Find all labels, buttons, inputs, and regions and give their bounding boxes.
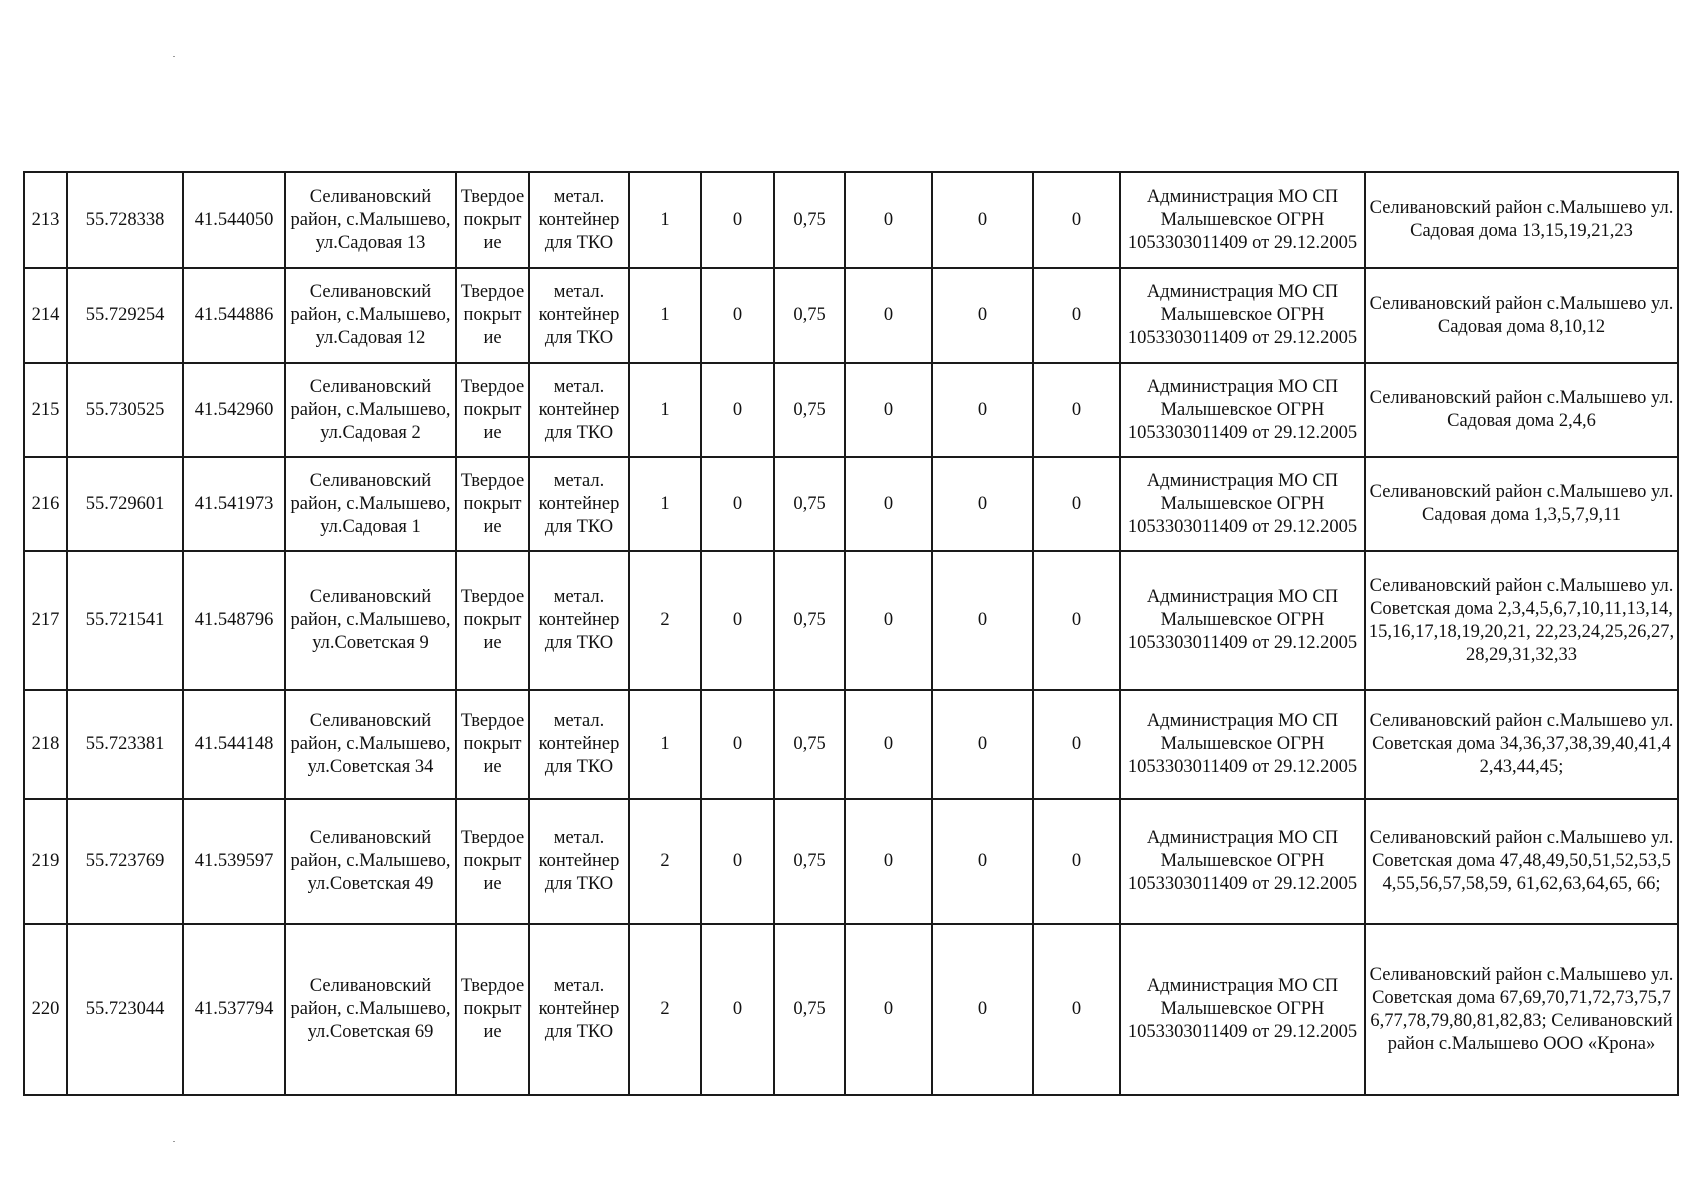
- scan-speck: [173, 56, 175, 57]
- container-type-cell: метал. контейнер для ТКО: [529, 457, 629, 551]
- bunker-count-cell: 0: [845, 690, 932, 799]
- owner-cell: Администрация МО СП Малышевское ОГРН 1053303011409 от 29.12.2005: [1120, 799, 1365, 924]
- bunker-count-cell: 0: [845, 172, 932, 268]
- container-count-cell: 1: [629, 363, 701, 457]
- bunker-volume-cell: 0: [1033, 690, 1120, 799]
- surface-type-cell: Твердое покрытие: [456, 172, 529, 268]
- waste-sources-cell: Селивановский район с.Малышево ул.Садовая дома 13,15,19,21,23: [1365, 172, 1678, 268]
- latitude-cell: 55.723381: [67, 690, 183, 799]
- location-address-cell: Селивановский район, с.Малышево, ул.Советская 34: [285, 690, 456, 799]
- site-number: 217: [24, 551, 67, 690]
- surface-type-cell: Твердое покрытие: [456, 799, 529, 924]
- latitude-cell: 55.728338: [67, 172, 183, 268]
- scan-speck: [173, 1141, 175, 1142]
- planned-bunker-count-cell: 0: [932, 690, 1033, 799]
- waste-sources-cell: Селивановский район с.Малышево ул.Советская дома 2,3,4,5,6,7,10,11,13,14,15,16,17,18,19,20,21, 22,23,24,25,26,27,28,29,31,32,33: [1365, 551, 1678, 690]
- table-row: [24, 268, 1678, 363]
- waste-sources-cell: Селивановский район с.Малышево ул.Советская дома 34,36,37,38,39,40,41,42,43,44,45;: [1365, 690, 1678, 799]
- location-address-cell: Селивановский район, с.Малышево, ул.Советская 9: [285, 551, 456, 690]
- location-address-cell: Селивановский район, с.Малышево, ул.Садовая 1: [285, 457, 456, 551]
- surface-type-cell: Твердое покрытие: [456, 690, 529, 799]
- container-count-cell: 2: [629, 551, 701, 690]
- owner-cell: Администрация МО СП Малышевское ОГРН 1053303011409 от 29.12.2005: [1120, 172, 1365, 268]
- owner-cell: Администрация МО СП Малышевское ОГРН 1053303011409 от 29.12.2005: [1120, 690, 1365, 799]
- site-number: 216: [24, 457, 67, 551]
- bunker-count-cell: 0: [845, 363, 932, 457]
- site-number: 213: [24, 172, 67, 268]
- bunker-volume-cell: 0: [1033, 172, 1120, 268]
- latitude-cell: 55.730525: [67, 363, 183, 457]
- surface-type-cell: Твердое покрытие: [456, 551, 529, 690]
- waste-site-registry-table: [23, 171, 1679, 1096]
- planned-bunker-count-cell: 0: [932, 363, 1033, 457]
- bunker-volume-cell: 0: [1033, 924, 1120, 1095]
- table-body: [24, 172, 1678, 1095]
- longitude-cell: 41.539597: [183, 799, 285, 924]
- owner-cell: Администрация МО СП Малышевское ОГРН 1053303011409 от 29.12.2005: [1120, 268, 1365, 363]
- owner-cell: Администрация МО СП Малышевское ОГРН 1053303011409 от 29.12.2005: [1120, 457, 1365, 551]
- planned-container-count-cell: 0: [701, 457, 774, 551]
- location-address-cell: Селивановский район, с.Малышево, ул.Садовая 2: [285, 363, 456, 457]
- longitude-cell: 41.544886: [183, 268, 285, 363]
- container-count-cell: 1: [629, 172, 701, 268]
- longitude-cell: 41.542960: [183, 363, 285, 457]
- waste-sources-cell: Селивановский район с.Малышево ул.Садовая дома 1,3,5,7,9,11: [1365, 457, 1678, 551]
- container-type-cell: метал. контейнер для ТКО: [529, 172, 629, 268]
- container-type-cell: метал. контейнер для ТКО: [529, 268, 629, 363]
- longitude-cell: 41.544050: [183, 172, 285, 268]
- site-number: 214: [24, 268, 67, 363]
- longitude-cell: 41.548796: [183, 551, 285, 690]
- bunker-volume-cell: 0: [1033, 551, 1120, 690]
- container-volume-cell: 0,75: [774, 551, 845, 690]
- container-count-cell: 1: [629, 268, 701, 363]
- longitude-cell: 41.544148: [183, 690, 285, 799]
- container-volume-cell: 0,75: [774, 924, 845, 1095]
- planned-container-count-cell: 0: [701, 268, 774, 363]
- longitude-cell: 41.537794: [183, 924, 285, 1095]
- surface-type-cell: Твердое покрытие: [456, 363, 529, 457]
- container-type-cell: метал. контейнер для ТКО: [529, 690, 629, 799]
- location-address-cell: Селивановский район, с.Малышево, ул.Советская 69: [285, 924, 456, 1095]
- site-number: 218: [24, 690, 67, 799]
- container-volume-cell: 0,75: [774, 457, 845, 551]
- container-count-cell: 1: [629, 690, 701, 799]
- owner-cell: Администрация МО СП Малышевское ОГРН 1053303011409 от 29.12.2005: [1120, 363, 1365, 457]
- planned-container-count-cell: 0: [701, 924, 774, 1095]
- planned-bunker-count-cell: 0: [932, 924, 1033, 1095]
- table-row: [24, 799, 1678, 924]
- container-count-cell: 2: [629, 924, 701, 1095]
- bunker-count-cell: 0: [845, 924, 932, 1095]
- container-type-cell: метал. контейнер для ТКО: [529, 799, 629, 924]
- waste-sources-cell: Селивановский район с.Малышево ул.Садовая дома 2,4,6: [1365, 363, 1678, 457]
- planned-container-count-cell: 0: [701, 172, 774, 268]
- latitude-cell: 55.721541: [67, 551, 183, 690]
- table-row: [24, 172, 1678, 268]
- owner-cell: Администрация МО СП Малышевское ОГРН 1053303011409 от 29.12.2005: [1120, 551, 1365, 690]
- site-number: 220: [24, 924, 67, 1095]
- bunker-count-cell: 0: [845, 551, 932, 690]
- planned-container-count-cell: 0: [701, 799, 774, 924]
- owner-cell: Администрация МО СП Малышевское ОГРН 1053303011409 от 29.12.2005: [1120, 924, 1365, 1095]
- planned-bunker-count-cell: 0: [932, 799, 1033, 924]
- table-row: [24, 363, 1678, 457]
- location-address-cell: Селивановский район, с.Малышево, ул.Советская 49: [285, 799, 456, 924]
- bunker-volume-cell: 0: [1033, 268, 1120, 363]
- container-volume-cell: 0,75: [774, 172, 845, 268]
- container-type-cell: метал. контейнер для ТКО: [529, 551, 629, 690]
- container-type-cell: метал. контейнер для ТКО: [529, 363, 629, 457]
- table-row: [24, 690, 1678, 799]
- latitude-cell: 55.723044: [67, 924, 183, 1095]
- surface-type-cell: Твердое покрытие: [456, 457, 529, 551]
- bunker-count-cell: 0: [845, 268, 932, 363]
- waste-sources-cell: Селивановский район с.Малышево ул.Садовая дома 8,10,12: [1365, 268, 1678, 363]
- site-number: 215: [24, 363, 67, 457]
- planned-bunker-count-cell: 0: [932, 172, 1033, 268]
- container-volume-cell: 0,75: [774, 268, 845, 363]
- planned-bunker-count-cell: 0: [932, 457, 1033, 551]
- planned-container-count-cell: 0: [701, 690, 774, 799]
- container-type-cell: метал. контейнер для ТКО: [529, 924, 629, 1095]
- container-volume-cell: 0,75: [774, 363, 845, 457]
- bunker-volume-cell: 0: [1033, 457, 1120, 551]
- bunker-count-cell: 0: [845, 457, 932, 551]
- table-row: [24, 457, 1678, 551]
- surface-type-cell: Твердое покрытие: [456, 268, 529, 363]
- surface-type-cell: Твердое покрытие: [456, 924, 529, 1095]
- bunker-count-cell: 0: [845, 799, 932, 924]
- container-volume-cell: 0,75: [774, 690, 845, 799]
- latitude-cell: 55.729254: [67, 268, 183, 363]
- longitude-cell: 41.541973: [183, 457, 285, 551]
- table-row: [24, 924, 1678, 1095]
- planned-bunker-count-cell: 0: [932, 551, 1033, 690]
- bunker-volume-cell: 0: [1033, 363, 1120, 457]
- planned-container-count-cell: 0: [701, 363, 774, 457]
- site-number: 219: [24, 799, 67, 924]
- bunker-volume-cell: 0: [1033, 799, 1120, 924]
- container-count-cell: 1: [629, 457, 701, 551]
- latitude-cell: 55.723769: [67, 799, 183, 924]
- location-address-cell: Селивановский район, с.Малышево, ул.Садовая 13: [285, 172, 456, 268]
- table-row: [24, 551, 1678, 690]
- location-address-cell: Селивановский район, с.Малышево, ул.Садовая 12: [285, 268, 456, 363]
- planned-bunker-count-cell: 0: [932, 268, 1033, 363]
- container-volume-cell: 0,75: [774, 799, 845, 924]
- container-count-cell: 2: [629, 799, 701, 924]
- waste-sources-cell: Селивановский район с.Малышево ул.Советская дома 67,69,70,71,72,73,75,76,77,78,79,80,81,82,83; Селивановский район с.Малышево ООО «Крона»: [1365, 924, 1678, 1095]
- waste-sources-cell: Селивановский район с.Малышево ул.Советская дома 47,48,49,50,51,52,53,54,55,56,57,58,59, 61,62,63,64,65, 66;: [1365, 799, 1678, 924]
- latitude-cell: 55.729601: [67, 457, 183, 551]
- planned-container-count-cell: 0: [701, 551, 774, 690]
